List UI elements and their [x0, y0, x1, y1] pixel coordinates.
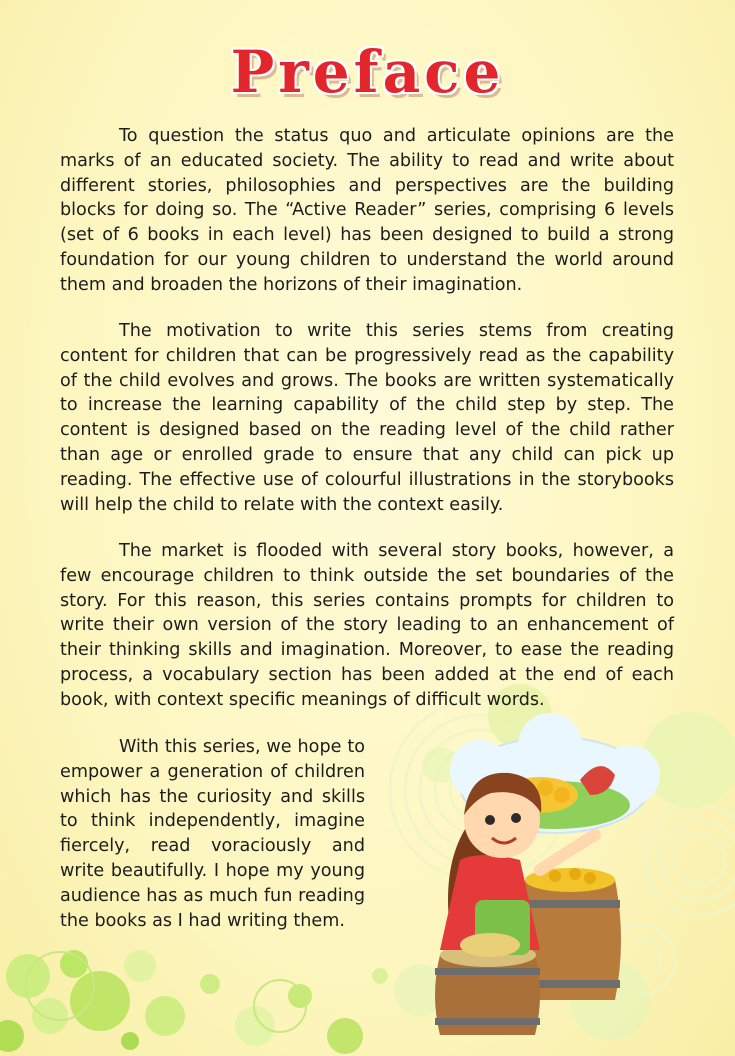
- paragraph-text: The market is flooded with several story books, however, a few encourage children to think outside the set boundaries of the story. For this reason, this series contains prompts for children to write their own version of the story leading to an enhancement of their thinking skills and imagination. Moreover, to ease the reading process, a vocabulary section has been added at the end of each book, with context specific meanings of difficult words.: [60, 541, 674, 710]
- paragraph-2: [60, 319, 674, 517]
- paragraph-text: With this series, we hope to empower a generation of children which has the curiosity and skills to think independently, imagine fiercely, read voraciously and write beautifully. I hope my young audience has as much fun reading the books as I had writing them.: [60, 737, 365, 931]
- paragraph-text: To question the status quo and articulate opinions are the marks of an educated society. The ability to read and write about different stories, philosophies and perspectives are the building blocks for doing so. The “Active Reader” series, comprising 6 levels (set of 6 books in each level) has been designed to build a strong foundation for our young children to understand the world around them and broaden the horizons of their imagination.: [60, 126, 674, 295]
- bubble-decoration: [0, 946, 400, 1056]
- paragraph-4: [60, 735, 365, 933]
- page-title: Preface: [230, 38, 505, 106]
- paragraph-1: [60, 124, 674, 298]
- paragraph-3: [60, 539, 674, 713]
- paragraph-text: The motivation to write this series stems from creating content for children that can be progressively read as the capability of the child evolves and grows. The books are written systematically to increase the learning capability of the child step by step. The content is designed based on the reading level of the child rather than age or enrolled grade to ensure that any child can pick up reading. The effective use of colourful illustrations in the storybooks will help the child to relate with the context easily.: [60, 321, 674, 515]
- girl-with-barrels-illustration: [420, 700, 710, 1040]
